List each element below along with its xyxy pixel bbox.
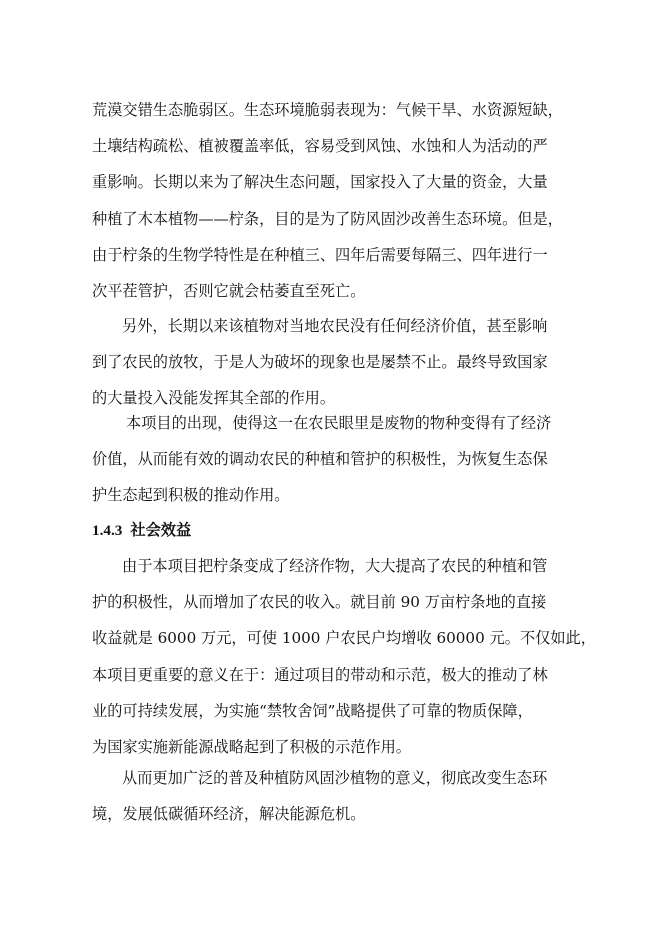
- paragraph-line: 由于柠条的生物学特性是在种植三、四年后需要每隔三、四年进行一: [92, 245, 548, 264]
- paragraph-line: 的大量投入没能发挥其全部的作用。: [92, 389, 335, 408]
- paragraph-line: 护的积极性，从而增加了农民的收入。就目前 90 万亩柠条地的直接: [92, 593, 547, 612]
- paragraph-conclusion: [92, 760, 572, 832]
- paragraph-line: 荒漠交错生态脆弱区。生态环境脆弱表现为：气候干旱、水资源短缺，: [92, 101, 563, 119]
- paragraph-line: 土壤结构疏松、植被覆盖率低，容易受到风蚀、水蚀和人为活动的严: [92, 137, 548, 156]
- paragraph-line: 由于本项目把柠条变成了经济作物，大大提高了农民的种植和管: [122, 557, 548, 575]
- paragraph-ecology: [92, 92, 572, 309]
- paragraph-line: 重影响。长期以来为了解决生态问题，国家投入了大量的资金，大量: [92, 173, 548, 192]
- section-number: 1.4.3: [92, 522, 123, 539]
- section-heading: [92, 512, 191, 548]
- paragraph-line: 业的可持续发展，为实施“禁牧舍饲”战略提供了可靠的物质保障，: [92, 701, 533, 720]
- paragraph-line: 另外，长期以来该植物对当地农民没有任何经济价值，甚至影响: [122, 317, 548, 335]
- paragraph-line: 境，发展低碳循环经济，解决能源危机。: [92, 805, 366, 824]
- paragraph-social-benefit: [92, 548, 596, 765]
- paragraph-project-value: [92, 405, 572, 514]
- paragraph-line: 价值，从而能有效的调动农民的种植和管护的积极性，为恢复生态保: [92, 450, 548, 469]
- paragraph-line: 种植了木本植物——柠条，目的是为了防风固沙改善生态环境。但是，: [92, 209, 563, 228]
- paragraph-line: 本项目的出现，使得这一在农民眼里是废物的物种变得有了经济: [126, 414, 552, 432]
- paragraph-line: 到了农民的放牧，于是人为破坏的现象也是屡禁不止。最终导致国家: [92, 353, 548, 372]
- paragraph-line: 收益就是 6000 万元，可使 1000 户农民户均增收 60000 元。不仅如此，: [92, 629, 596, 648]
- paragraph-line: 为国家实施新能源战略起到了积极的示范作用。: [92, 737, 411, 756]
- section-title: 社会效益: [130, 521, 192, 539]
- paragraph-line: 本项目更重要的意义在于：通过项目的带动和示范，极大的推动了林: [92, 665, 548, 684]
- paragraph-line: 次平茬管护，否则它就会枯萎直至死亡。: [92, 281, 366, 300]
- paragraph-line: 从而更加广泛的普及种植防风固沙植物的意义，彻底改变生态环: [122, 769, 548, 787]
- paragraph-grazing: [92, 308, 572, 417]
- paragraph-line: 护生态起到积极的推动作用。: [92, 486, 290, 505]
